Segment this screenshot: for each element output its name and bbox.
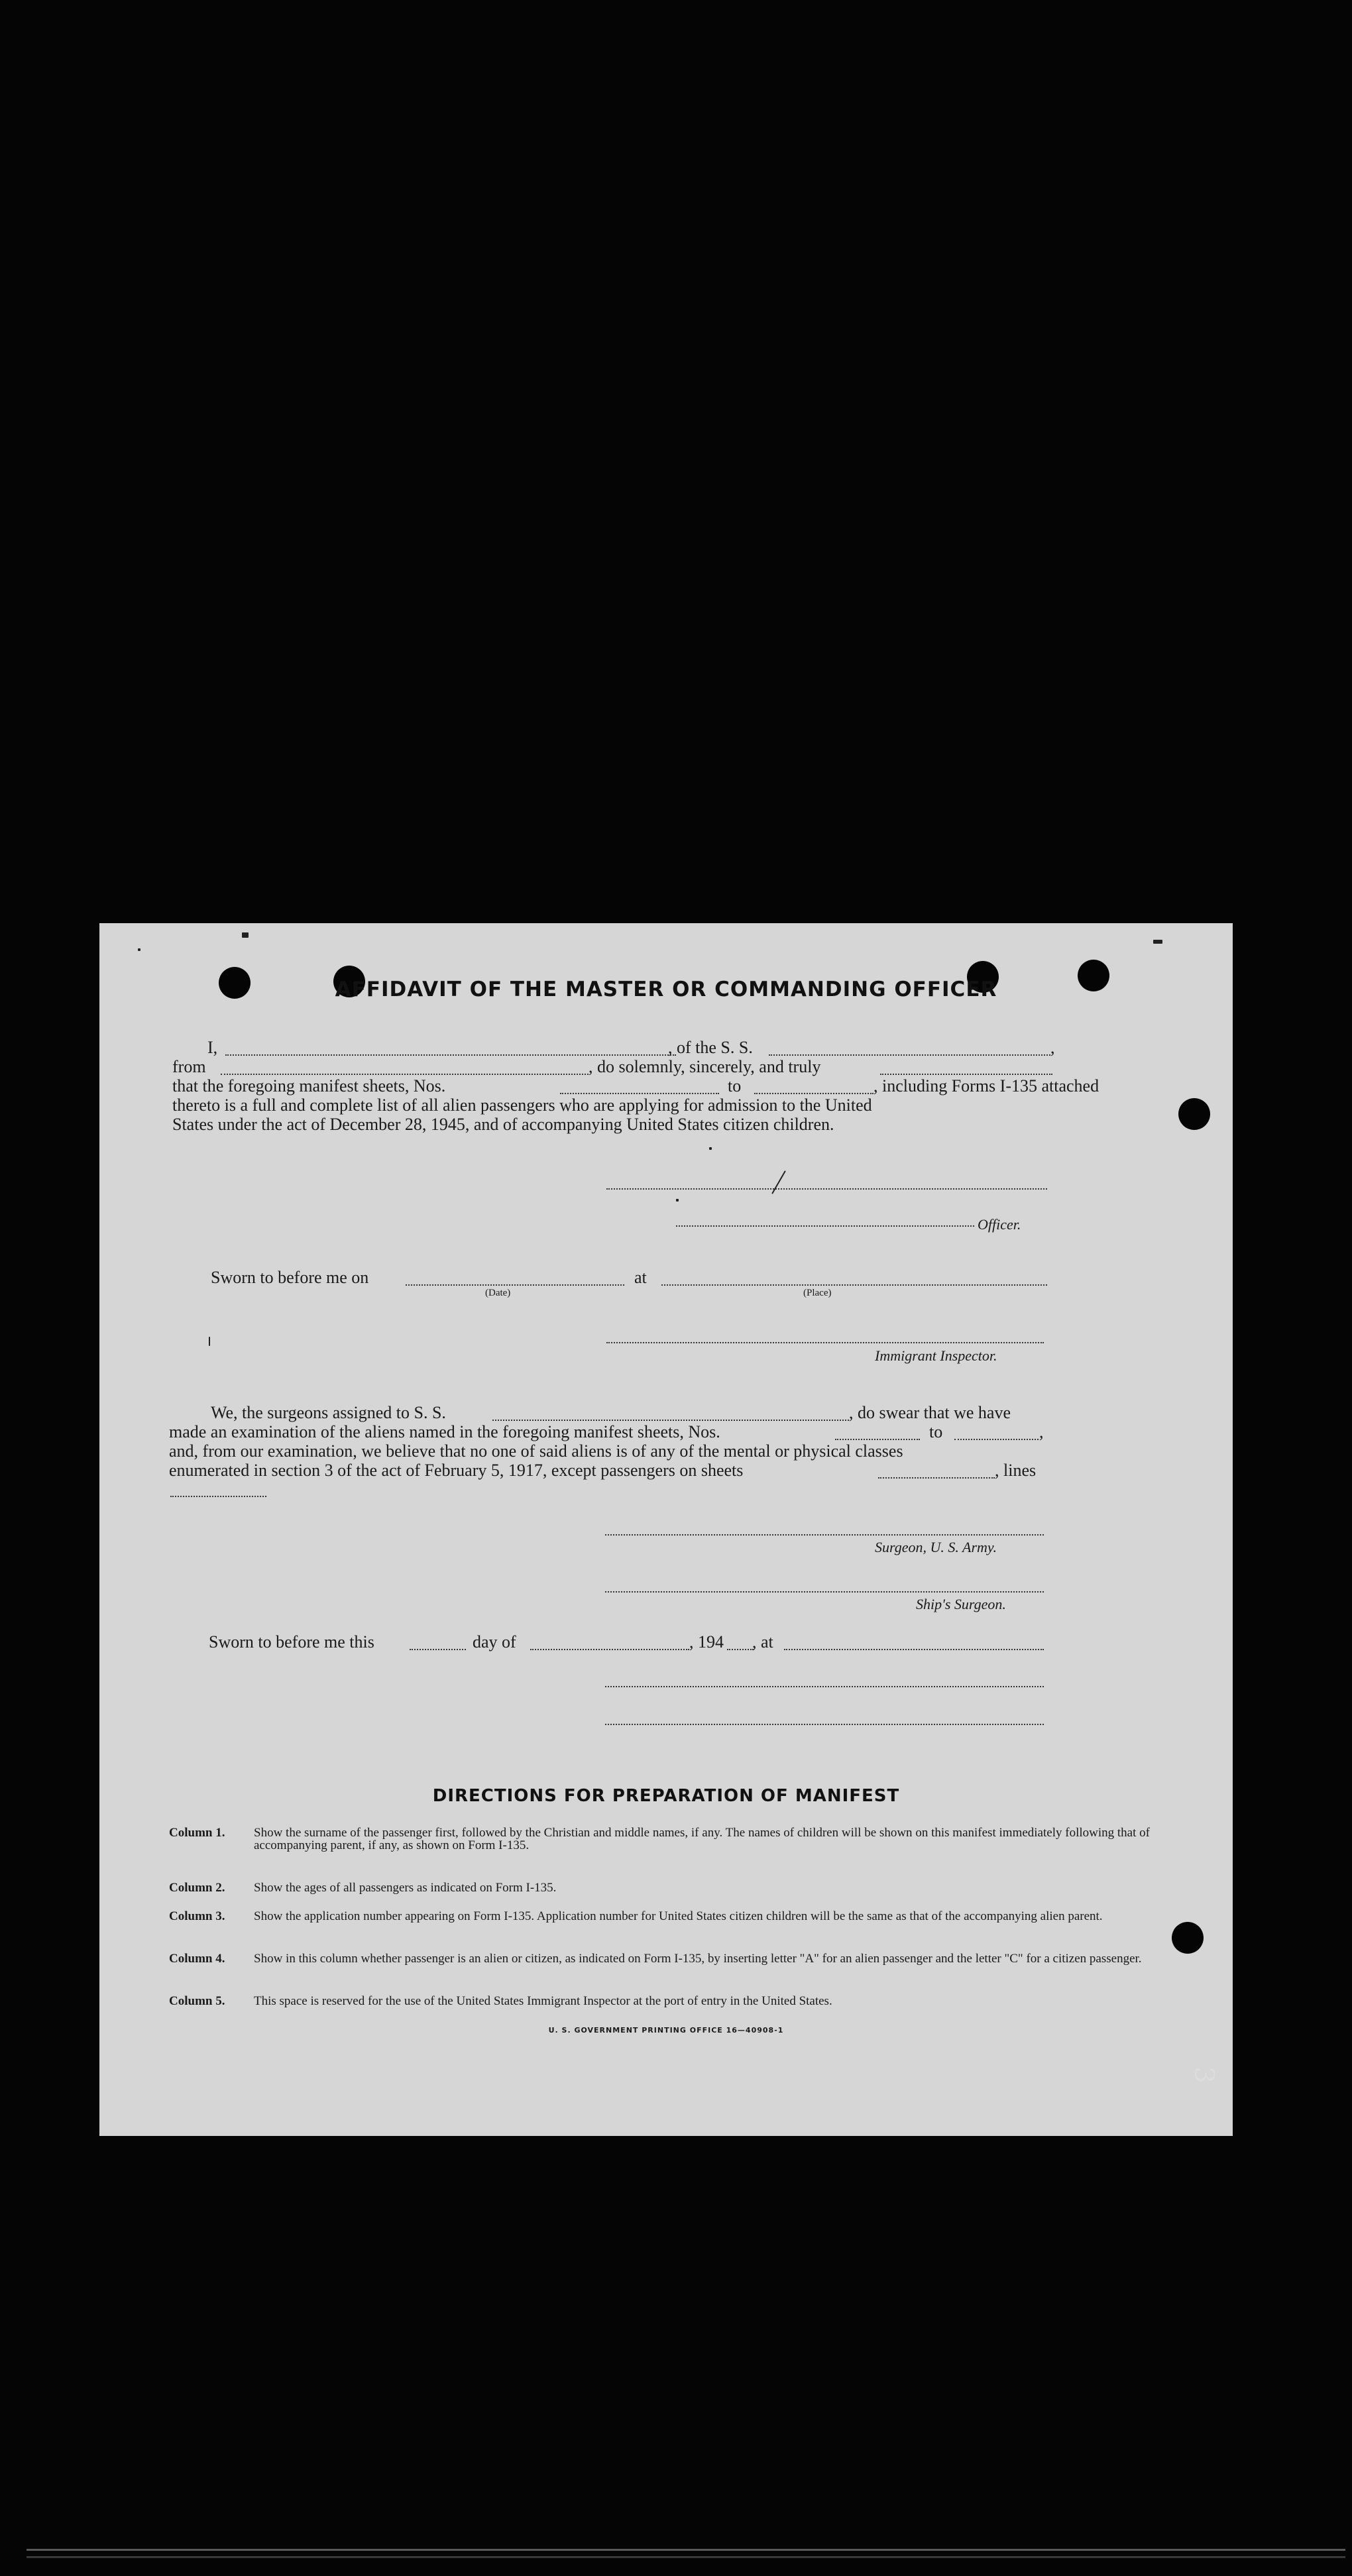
- surgeon-ship-blank[interactable]: [492, 1420, 849, 1421]
- sworn-text: , at: [752, 1632, 773, 1652]
- speck: [209, 1337, 210, 1346]
- printing-office-footer: U. S. GOVERNMENT PRINTING OFFICE 16—40908-1: [548, 2026, 784, 2035]
- column-label: Column 3.: [169, 1909, 225, 1923]
- direction-row: [169, 1995, 1150, 2021]
- surgeon-sheet-to-blank[interactable]: [954, 1439, 1039, 1440]
- officer-signature-line[interactable]: [676, 1225, 974, 1227]
- affidavit-text: to: [728, 1076, 742, 1095]
- affidavit-text: I,: [207, 1038, 218, 1057]
- signature-line[interactable]: [606, 1188, 1047, 1190]
- sworn-date-blank[interactable]: [406, 1284, 624, 1286]
- sworn-place-blank[interactable]: [661, 1284, 1047, 1286]
- sworn-year-blank[interactable]: [727, 1649, 754, 1650]
- affidavit-text: , including Forms I-135 attached: [873, 1076, 1099, 1095]
- affidavit-text: that the foregoing manifest sheets, Nos.: [172, 1076, 446, 1095]
- sworn-text: Sworn to before me on: [211, 1268, 369, 1287]
- signature-line[interactable]: [605, 1686, 1044, 1687]
- affidavit-blank[interactable]: [880, 1074, 1052, 1075]
- margin-mark: 3: [1188, 2066, 1219, 2084]
- speck: [242, 932, 249, 938]
- surgeons-text: , lines: [995, 1461, 1037, 1480]
- affidavit-text: States under the act of December 28, 1945, and of accompanying United States citizen children.: [172, 1115, 834, 1134]
- scan-edge-line: [27, 2549, 1345, 2551]
- affidavit-text: ,: [1050, 1038, 1055, 1057]
- sworn-place-blank[interactable]: [784, 1649, 1044, 1650]
- speck: [1153, 940, 1162, 944]
- direction-text: Show the application number appearing on Form I-135. Application number for United States citizen children will be the same as that of the accompanying alien parent.: [254, 1909, 1103, 1923]
- speck: [771, 1170, 786, 1194]
- column-label: Column 5.: [169, 1994, 225, 2008]
- sworn-day-blank[interactable]: [410, 1649, 466, 1650]
- direction-row: [169, 1910, 1150, 1936]
- ship-surgeon-signature-line[interactable]: [605, 1591, 1044, 1593]
- sworn-text: , 194: [689, 1632, 724, 1652]
- inspector-label: Immigrant Inspector.: [875, 1347, 997, 1364]
- surgeons-text: and, from our examination, we believe that no one of said aliens is of any of the mental or physical classes: [169, 1441, 903, 1461]
- sheet-to-blank[interactable]: [754, 1093, 873, 1094]
- column-label: Column 2.: [169, 1881, 225, 1895]
- surgeons-text: enumerated in section 3 of the act of February 5, 1917, except passengers on sheets: [169, 1461, 744, 1480]
- affidavit-text: , do solemnly, sincerely, and truly: [589, 1057, 821, 1076]
- speck: [676, 1199, 679, 1202]
- except-sheets-blank[interactable]: [878, 1477, 995, 1479]
- punch-hole: [1172, 1922, 1204, 1954]
- speck: [709, 1147, 712, 1150]
- scan-edge-line: [27, 2556, 1345, 2558]
- surgeons-text: made an examination of the aliens named in the foregoing manifest sheets, Nos.: [169, 1422, 720, 1441]
- officer-label: Officer.: [978, 1216, 1021, 1233]
- column-label: Column 4.: [169, 1952, 225, 1966]
- surgeons-text: ,: [1039, 1422, 1044, 1441]
- sworn-month-blank[interactable]: [530, 1649, 689, 1650]
- direction-text: Show the surname of the passenger first, followed by the Christian and middle names, if any. The names of children will be shown on this manifest immediately following that of accompanying parent, if any, as shown on Form I-135.: [254, 1826, 1150, 1852]
- inspector-signature-line[interactable]: [606, 1342, 1044, 1343]
- sworn-text: at: [634, 1268, 647, 1287]
- affidavit-text: from: [172, 1057, 206, 1076]
- lines-blank[interactable]: [170, 1496, 266, 1497]
- sheet-from-blank[interactable]: [560, 1093, 719, 1094]
- affidavit-title: AFFIDAVIT OF THE MASTER OR COMMANDING OFFICER: [335, 978, 997, 1001]
- sworn-text: Sworn to before me this: [209, 1632, 374, 1652]
- affidavit-form-page: [99, 923, 1233, 2136]
- punch-hole: [1178, 1098, 1210, 1130]
- army-surgeon-signature-line[interactable]: [605, 1534, 1044, 1536]
- direction-text: Show in this column whether passenger is an alien or citizen, as indicated on Form I-135, by inserting letter "A" for an alien passenger and the letter "C" for a citizen passenger.: [254, 1952, 1142, 1966]
- ship-surgeon-label: Ship's Surgeon.: [916, 1596, 1006, 1612]
- sworn-text: day of: [473, 1632, 516, 1652]
- affidavit-text: , of the S. S.: [668, 1038, 753, 1057]
- from-port-blank[interactable]: [221, 1074, 589, 1075]
- surgeon-sheet-from-blank[interactable]: [835, 1439, 920, 1440]
- surgeons-text: to: [929, 1422, 943, 1441]
- master-name-blank[interactable]: [225, 1054, 676, 1056]
- direction-text: This space is reserved for the use of the United States Immigrant Inspector at the port of entry in the United States.: [254, 1994, 832, 2008]
- surgeons-text: We, the surgeons assigned to S. S.: [211, 1403, 446, 1422]
- direction-row: [169, 1952, 1150, 1979]
- column-label: Column 1.: [169, 1826, 225, 1840]
- direction-text: Show the ages of all passengers as indicated on Form I-135.: [254, 1881, 557, 1895]
- affidavit-text: thereto is a full and complete list of all alien passengers who are applying for admission to the United: [172, 1095, 872, 1115]
- date-caption: (Date): [485, 1288, 511, 1298]
- army-surgeon-label: Surgeon, U. S. Army.: [875, 1539, 997, 1555]
- direction-row: [169, 1881, 1150, 1895]
- speck: [138, 948, 141, 951]
- direction-row: [169, 1826, 1150, 1865]
- surgeons-text: , do swear that we have: [849, 1403, 1011, 1422]
- directions-title: DIRECTIONS FOR PREPARATION OF MANIFEST: [432, 1786, 900, 1806]
- place-caption: (Place): [803, 1288, 832, 1298]
- signature-line[interactable]: [605, 1724, 1044, 1725]
- ship-name-blank[interactable]: [769, 1054, 1050, 1056]
